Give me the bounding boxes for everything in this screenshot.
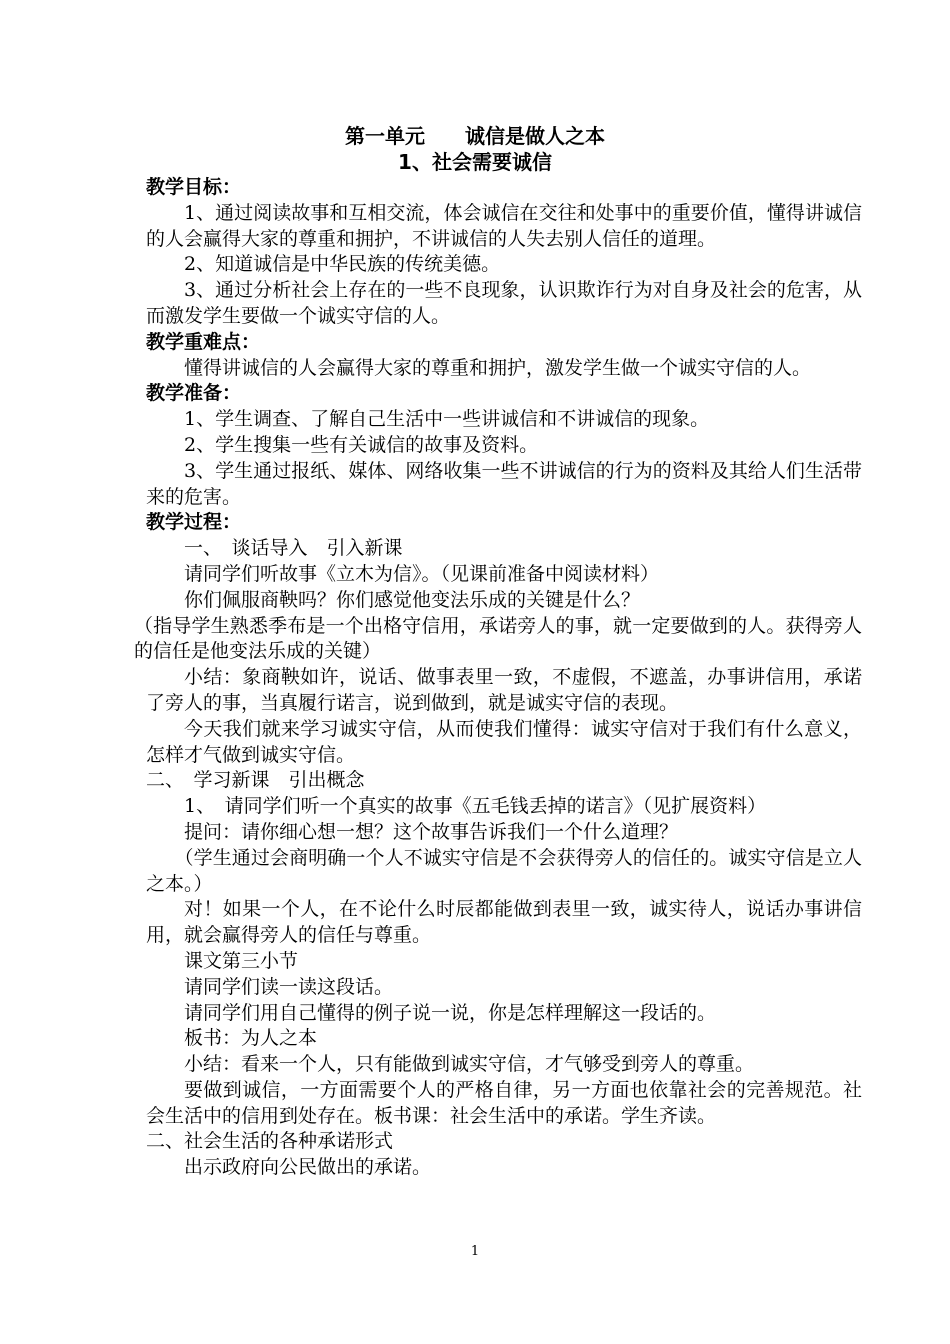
goals-heading: 教学目标：	[146, 176, 242, 198]
prep-item: 2、学生搜集一些有关诚信的故事及资料。	[184, 433, 539, 456]
process-paragraph: 课文第三小节	[184, 949, 299, 972]
lesson-title: 1、社会需要诚信	[398, 150, 552, 174]
process-heading: 教学过程：	[146, 511, 242, 534]
process-paragraph: 要做到诚信，一方面需要个人的严格自律，另一方面也依靠社会的完善规范。社会生活中的信用到处存在。板书课：社会生活中的承诺。学生齐读。	[146, 1078, 862, 1127]
process-paragraph: （学生通过会商明确一个人不诚实守信是不会获得旁人的信任的。诚实守信是立人之本。）	[146, 846, 862, 895]
process-paragraph: 小结：看来一个人，只有能做到诚实守信，才气够受到旁人的尊重。	[184, 1053, 755, 1076]
process-step-heading: 二、 学习新课 引出概念	[146, 769, 365, 792]
process-paragraph: 请同学们读一读这段话。	[184, 975, 394, 998]
process-paragraph: 1、 请同学们听一个真实的故事《五毛钱丢掉的诺言》（见扩展资料）	[184, 795, 767, 818]
process-step-heading: 二、社会生活的各种承诺形式	[146, 1130, 394, 1153]
process-paragraph: 板书：为人之本	[184, 1027, 318, 1050]
process-paragraph: 对！如果一个人，在不论什么时辰都能做到表里一致，诚实待人，说话办事讲信用，就会赢得旁人的信任与尊重。	[146, 898, 862, 947]
goal-item: 2、知道诚信是中华民族的传统美德。	[184, 253, 501, 276]
process-paragraph: 今天我们就来学习诚实守信，从而使我们懂得：诚实守信对于我们有什么意义，怎样才气做到诚实守信。	[146, 717, 862, 766]
process-step-heading: 一、 谈话导入 引入新课	[184, 537, 403, 560]
process-paragraph: 请同学们听故事《立木为信》。（见课前准备中阅读材料）	[184, 562, 660, 585]
unit-title: 第一单元 诚信是做人之本	[345, 124, 605, 148]
process-paragraph: （指导学生熟悉季布是一个出格守信用，承诺旁人的事，就一定要做到的人。获得旁人的信任是他变法乐成的关键）	[134, 614, 862, 663]
goal-item: 1、通过阅读故事和互相交流，体会诚信在交往和处事中的重要价值，懂得讲诚信的人会赢得大家的尊重和拥护，不讲诚信的人失去别人信任的道理。	[146, 201, 862, 250]
prep-item: 3、学生通过报纸、媒体、网络收集一些不讲诚信的行为的资料及其给人们生活带来的危害。	[146, 459, 862, 508]
key-points-text: 懂得讲诚信的人会赢得大家的尊重和拥护，激发学生做一个诚实守信的人。	[184, 356, 812, 379]
key-points-heading: 教学重难点：	[146, 330, 261, 353]
prep-item: 1、学生调查、了解自己生活中一些讲诚信和不讲诚信的现象。	[184, 408, 710, 431]
process-paragraph: 你们佩服商鞅吗？你们感觉他变法乐成的关键是什么？	[184, 588, 641, 611]
process-paragraph: 小结：象商鞅如许，说话、做事表里一致，不虚假，不遮盖，办事讲信用，承诺了旁人的事，当真履行诺言，说到做到，就是诚实守信的表现。	[146, 666, 862, 714]
process-paragraph: 提问：请你细心想一想？这个故事告诉我们一个什么道理？	[184, 820, 679, 843]
process-paragraph: 出示政府向公民做出的承诺。	[184, 1156, 432, 1179]
goal-item: 3、通过分析社会上存在的一些不良现象，认识欺诈行为对自身及社会的危害，从而激发学生要做一个诚实守信的人。	[146, 279, 862, 327]
preparation-heading: 教学准备：	[146, 382, 242, 405]
document-body	[134, 175, 862, 1181]
page-number: 1	[470, 1244, 480, 1259]
process-paragraph: 请同学们用自己懂得的例子说一说，你是怎样理解这一段话的。	[184, 1001, 717, 1024]
